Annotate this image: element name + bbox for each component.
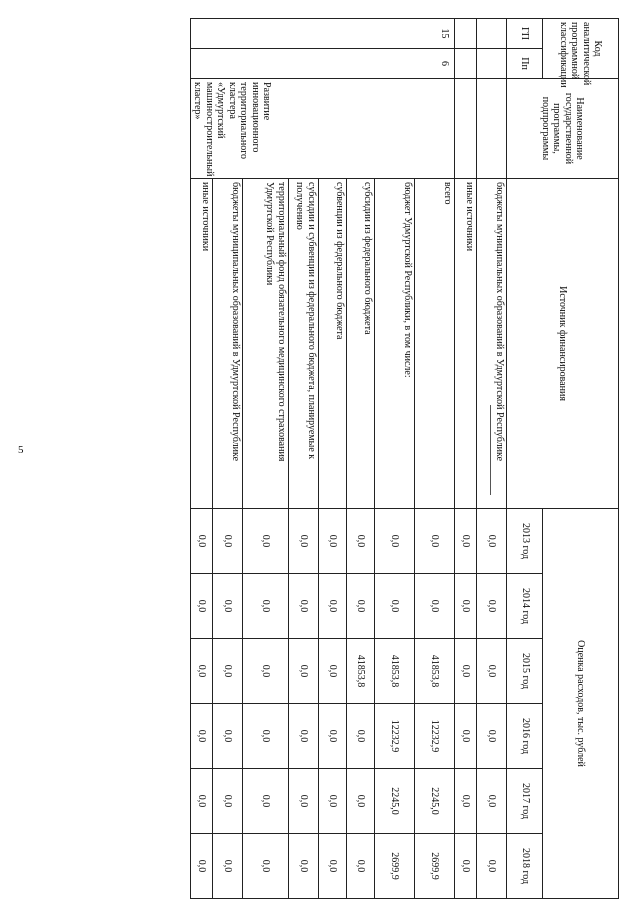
cell-value: 12232,9 bbox=[415, 704, 455, 769]
header-program-name: Наименование государственной программы, подпрограммы bbox=[507, 79, 619, 179]
cell-pp: 6 bbox=[191, 49, 455, 79]
header-year: 2014 год bbox=[507, 574, 543, 639]
cell-value: 0,0 bbox=[477, 834, 507, 899]
cell-pp bbox=[455, 49, 477, 79]
cell-value: 0,0 bbox=[213, 639, 243, 704]
cell-value: 0,0 bbox=[455, 509, 477, 574]
cell-source: всего bbox=[415, 179, 455, 509]
cell-value: 0,0 bbox=[319, 834, 347, 899]
cell-value: 0,0 bbox=[191, 834, 213, 899]
header-pp: Пп bbox=[507, 49, 543, 79]
cell-value: 0,0 bbox=[213, 704, 243, 769]
cell-value: 0,0 bbox=[455, 639, 477, 704]
cell-value: 0,0 bbox=[319, 639, 347, 704]
cell-value: 12232,9 bbox=[375, 704, 415, 769]
cell-value: 2245,0 bbox=[375, 769, 415, 834]
cell-program-name bbox=[455, 79, 477, 179]
cell-value: 0,0 bbox=[375, 509, 415, 574]
cell-value: 0,0 bbox=[191, 574, 213, 639]
cell-source: бюджет Удмуртской Республики, в том числе: bbox=[375, 179, 415, 509]
cell-value: 0,0 bbox=[319, 509, 347, 574]
cell-value: 0,0 bbox=[347, 834, 375, 899]
header-year: 2013 год bbox=[507, 509, 543, 574]
cell-value: 0,0 bbox=[455, 769, 477, 834]
cell-value: 0,0 bbox=[455, 574, 477, 639]
cell-value: 0,0 bbox=[415, 509, 455, 574]
cell-value: 0,0 bbox=[289, 834, 319, 899]
header-year: 2016 год bbox=[507, 704, 543, 769]
header-year: 2018 год bbox=[507, 834, 543, 899]
cell-value: 0,0 bbox=[319, 704, 347, 769]
cell-value: 0,0 bbox=[477, 769, 507, 834]
cell-source: субвенции из федерального бюджета bbox=[319, 179, 347, 509]
cell-value: 0,0 bbox=[191, 639, 213, 704]
cell-value: 0,0 bbox=[415, 574, 455, 639]
cell-value: 0,0 bbox=[191, 509, 213, 574]
cell-source: территориальный фонд обязательного медицинского страхования Удмуртской Республики bbox=[243, 179, 289, 509]
cell-pp bbox=[477, 49, 507, 79]
table-row bbox=[477, 19, 507, 899]
cell-value: 0,0 bbox=[477, 639, 507, 704]
cell-value: 41853,8 bbox=[375, 639, 415, 704]
cell-value: 0,0 bbox=[213, 574, 243, 639]
cell-source: бюджеты муниципальных образований в Удмуртской Республике bbox=[477, 179, 507, 509]
cell-value: 0,0 bbox=[477, 704, 507, 769]
cell-value: 2699,9 bbox=[415, 834, 455, 899]
cell-value: 0,0 bbox=[347, 574, 375, 639]
cell-value: 0,0 bbox=[477, 574, 507, 639]
cell-value: 0,0 bbox=[477, 509, 507, 574]
cell-value: 0,0 bbox=[289, 769, 319, 834]
cell-value: 0,0 bbox=[213, 834, 243, 899]
cell-value: 0,0 bbox=[347, 704, 375, 769]
cell-value: 0,0 bbox=[289, 509, 319, 574]
cell-value: 0,0 bbox=[319, 574, 347, 639]
cell-value: 0,0 bbox=[347, 769, 375, 834]
cell-value: 0,0 bbox=[243, 769, 289, 834]
cell-value: 2245,0 bbox=[415, 769, 455, 834]
cell-gp bbox=[477, 19, 507, 49]
cell-value: 0,0 bbox=[289, 574, 319, 639]
cell-value: 0,0 bbox=[213, 509, 243, 574]
table-row bbox=[415, 19, 455, 899]
rotated-table-container bbox=[71, 18, 619, 898]
cell-value: 0,0 bbox=[243, 509, 289, 574]
cell-value: 0,0 bbox=[319, 769, 347, 834]
cell-program-name bbox=[477, 79, 507, 179]
cell-value: 41853,8 bbox=[415, 639, 455, 704]
cell-value: 0,0 bbox=[289, 704, 319, 769]
cell-value: 0,0 bbox=[347, 509, 375, 574]
cell-source: иные источники bbox=[191, 179, 213, 509]
cell-value: 0,0 bbox=[455, 704, 477, 769]
cell-gp bbox=[455, 19, 477, 49]
table-row bbox=[455, 19, 477, 899]
cell-value: 2699,9 bbox=[375, 834, 415, 899]
cell-value: 41853,8 bbox=[347, 639, 375, 704]
cell-value: 0,0 bbox=[243, 639, 289, 704]
header-code-group: Код аналитической программной классификации bbox=[543, 19, 619, 79]
cell-value: 0,0 bbox=[243, 704, 289, 769]
cell-value: 0,0 bbox=[243, 574, 289, 639]
page-number: 5 bbox=[18, 444, 24, 456]
cell-value: 0,0 bbox=[213, 769, 243, 834]
cell-source: субсидии из федерального бюджета bbox=[347, 179, 375, 509]
cell-gp: 15 bbox=[191, 19, 455, 49]
header-expenses: Оценка расходов, тыс. рублей bbox=[543, 509, 619, 899]
header-year: 2017 год bbox=[507, 769, 543, 834]
cell-value: 0,0 bbox=[289, 639, 319, 704]
cell-program-name: Развитие инновационного территориального кластера «Удмуртский машиностроительный кластер» bbox=[191, 79, 455, 179]
financing-table bbox=[190, 18, 619, 899]
cell-value: 0,0 bbox=[191, 704, 213, 769]
cell-source: иные источники bbox=[455, 179, 477, 509]
header-year: 2015 год bbox=[507, 639, 543, 704]
cell-source: бюджеты муниципальных образований в Удмуртской Республике bbox=[213, 179, 243, 509]
cell-value: 0,0 bbox=[375, 574, 415, 639]
cell-value: 0,0 bbox=[455, 834, 477, 899]
cell-value: 0,0 bbox=[243, 834, 289, 899]
header-gp: ГП bbox=[507, 19, 543, 49]
cell-source: субсидии и субвенции из федерального бюджета, планируемые к получению bbox=[289, 179, 319, 509]
header-source: Источник финансирования bbox=[507, 179, 619, 509]
cell-value: 0,0 bbox=[191, 769, 213, 834]
